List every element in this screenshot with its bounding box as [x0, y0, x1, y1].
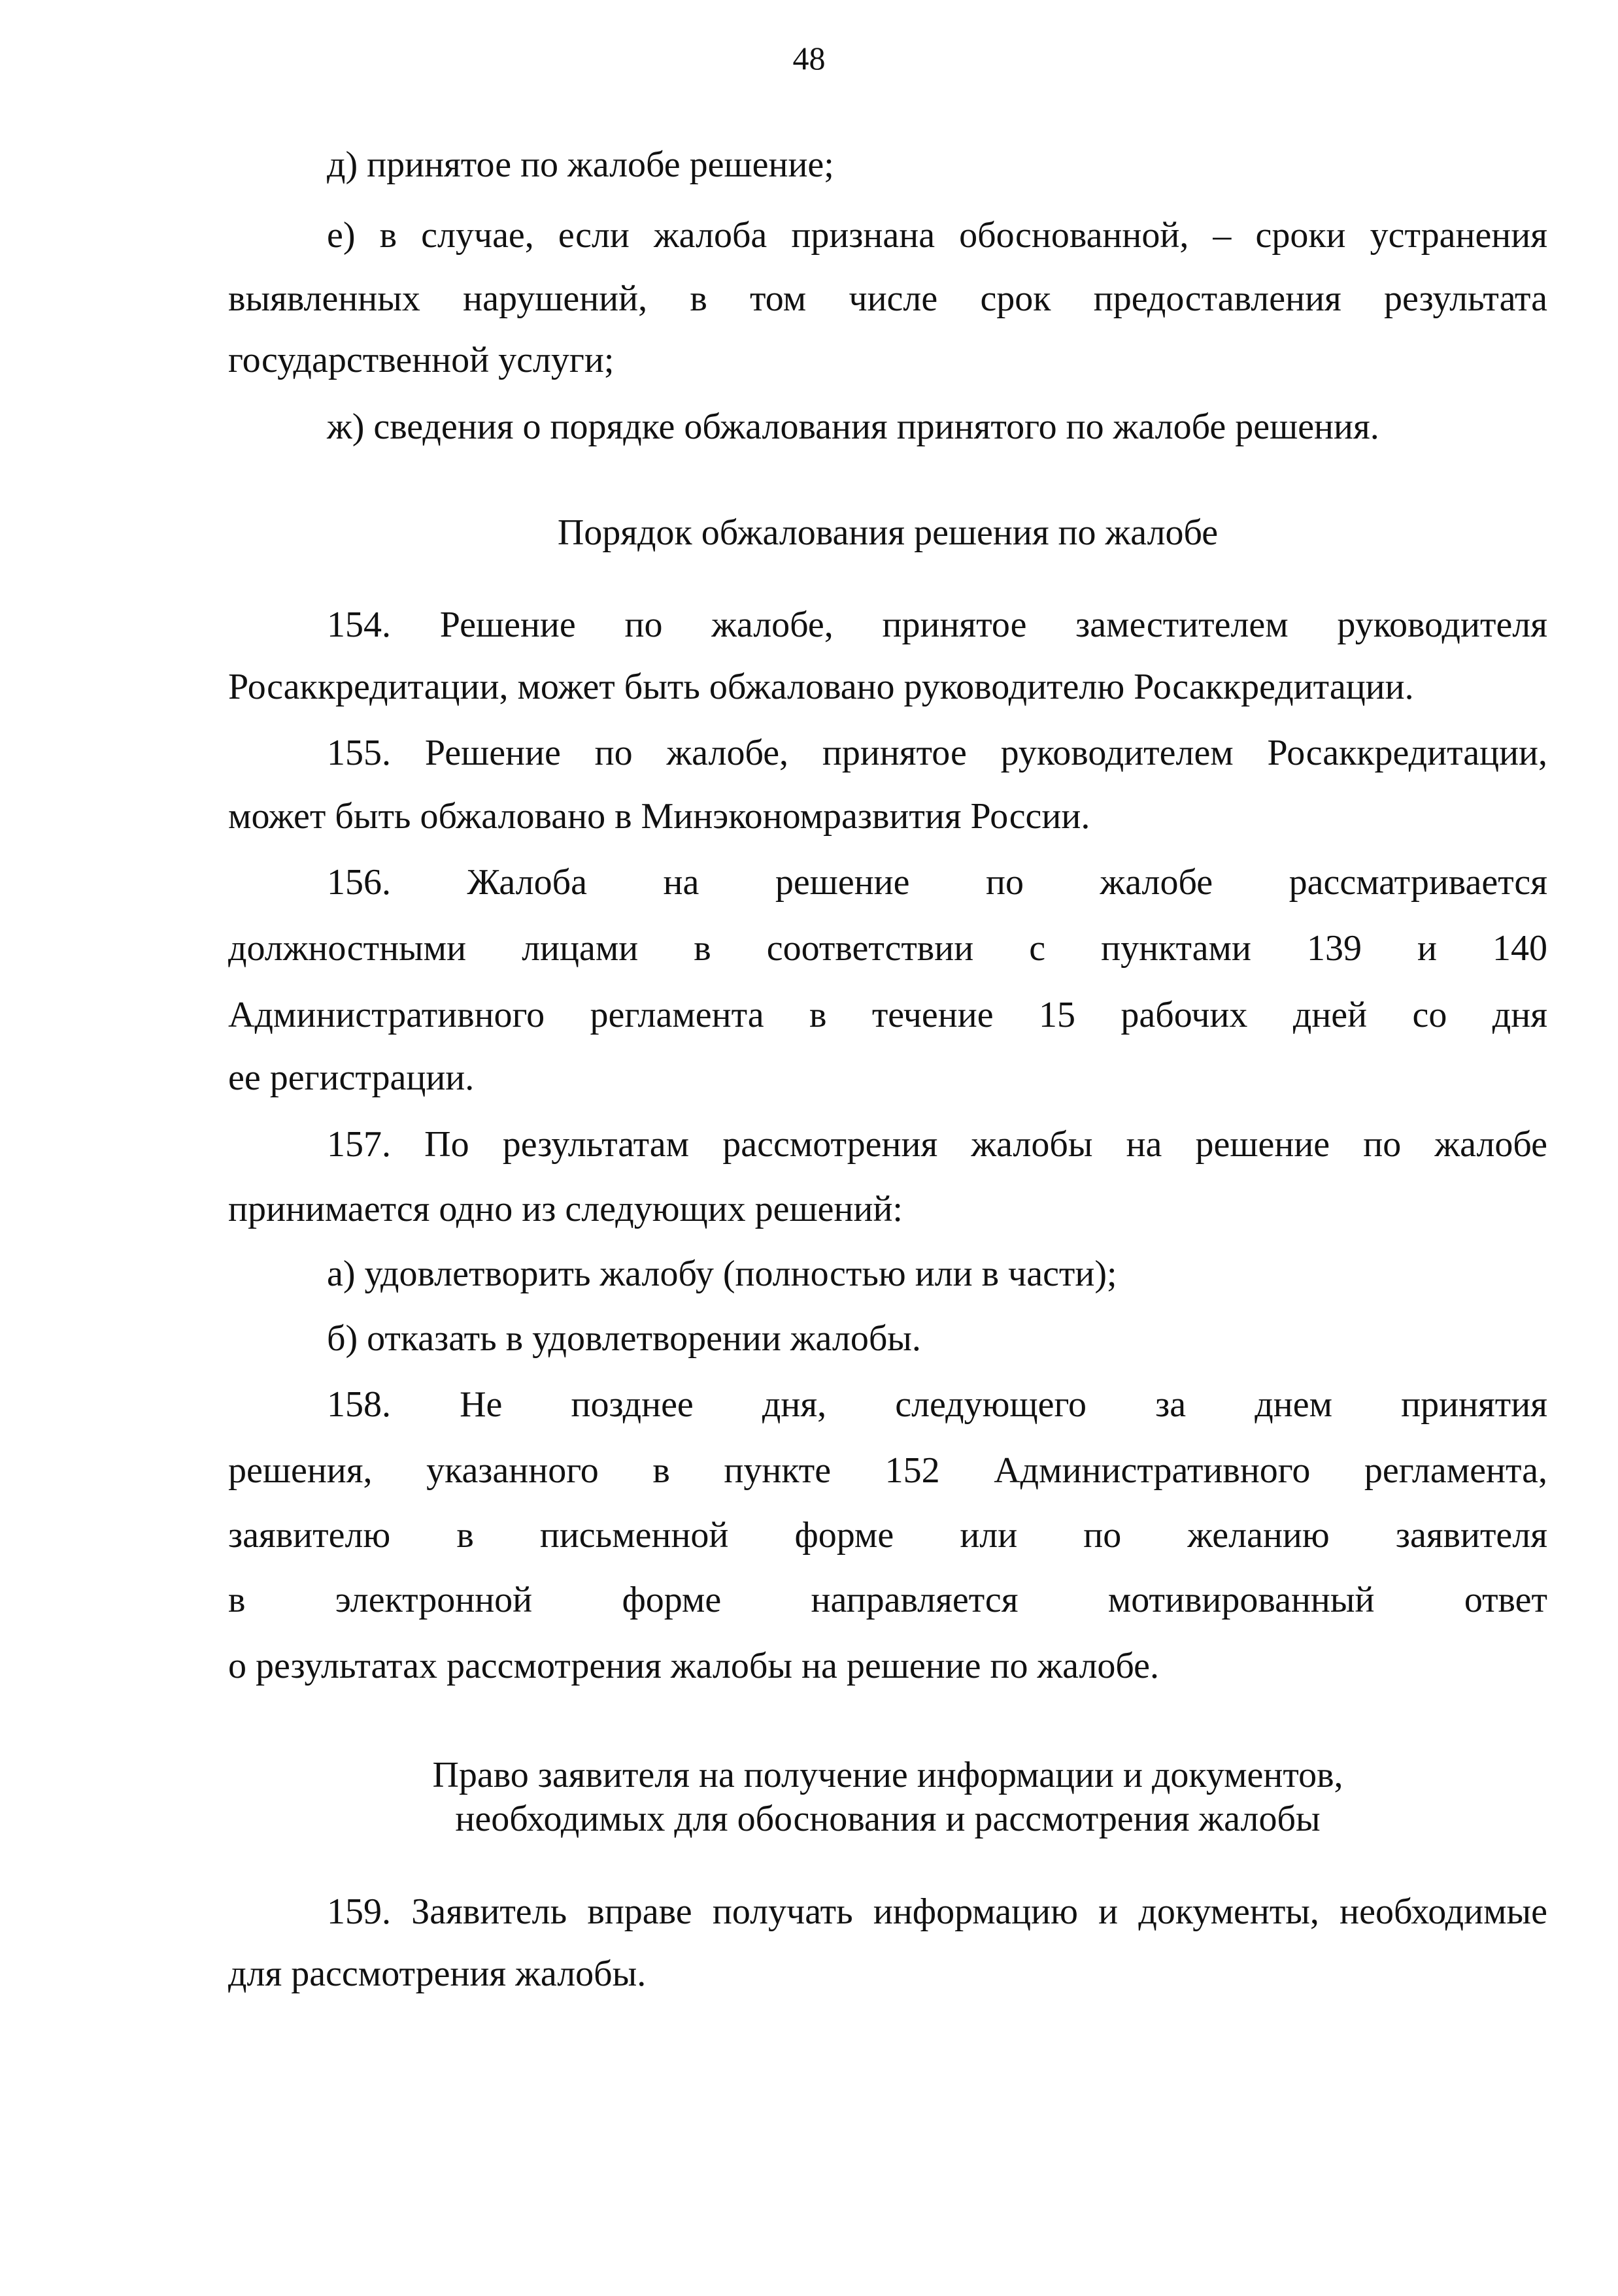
text-line: ж) сведения о порядке обжалования принятого по жалобе решения.: [327, 406, 1379, 447]
text-line: д) принятое по жалобе решение;: [327, 144, 834, 185]
text-line: 154. Решение по жалобе, принятое заместителем руководителя: [327, 605, 1547, 646]
text-line: ее регистрации.: [228, 1057, 475, 1099]
text-line: б) отказать в удовлетворении жалобы.: [327, 1318, 921, 1359]
section-heading-line: Порядок обжалования решения по жалобе: [557, 512, 1219, 553]
text-line: принимается одно из следующих решений:: [228, 1188, 903, 1229]
text-line: о результатах рассмотрения жалобы на решение по жалобе.: [228, 1646, 1160, 1687]
text-line: е) в случае, если жалоба признана обоснованной, – сроки устранения: [327, 215, 1547, 256]
text-line: Административного регламента в течение 15 рабочих дней со дня: [228, 994, 1547, 1035]
text-line: выявленных нарушений, в том числе срок предоставления результата: [228, 278, 1547, 319]
text-line: 159. Заявитель вправе получать информацию и документы, необходимые: [327, 1891, 1547, 1932]
text-line: должностными лицами в соответствии с пунктами 139 и 140: [228, 928, 1547, 969]
section-heading-line: необходимых для обоснования и рассмотрения жалобы: [455, 1799, 1321, 1840]
text-line: может быть обжаловано в Минэкономразвития России.: [228, 795, 1090, 837]
text-line: 155. Решение по жалобе, принятое руководителем Росаккредитации,: [327, 733, 1547, 773]
text-line: 158. Не позднее дня, следующего за днем принятия: [327, 1384, 1547, 1425]
text-line: 156. Жалоба на решение по жалобе рассматривается: [327, 862, 1547, 903]
text-line: заявителю в письменной форме или по желанию заявителя: [228, 1515, 1547, 1556]
text-line: для рассмотрения жалобы.: [228, 1953, 647, 1994]
text-line: 157. По результатам рассмотрения жалобы на решение по жалобе: [327, 1123, 1547, 1165]
text-line: решения, указанного в пункте 152 Административного регламента,: [228, 1450, 1547, 1491]
text-line: Росаккредитации, может быть обжаловано руководителю Росаккредитации.: [228, 666, 1414, 707]
text-line: государственной услуги;: [228, 340, 615, 381]
section-heading-line: Право заявителя на получение информации и документов,: [432, 1754, 1343, 1795]
text-line: а) удовлетворить жалобу (полностью или в части);: [327, 1253, 1117, 1294]
page-number: 48: [792, 40, 826, 76]
text-line: в электронной форме направляется мотивированный ответ: [228, 1580, 1547, 1620]
